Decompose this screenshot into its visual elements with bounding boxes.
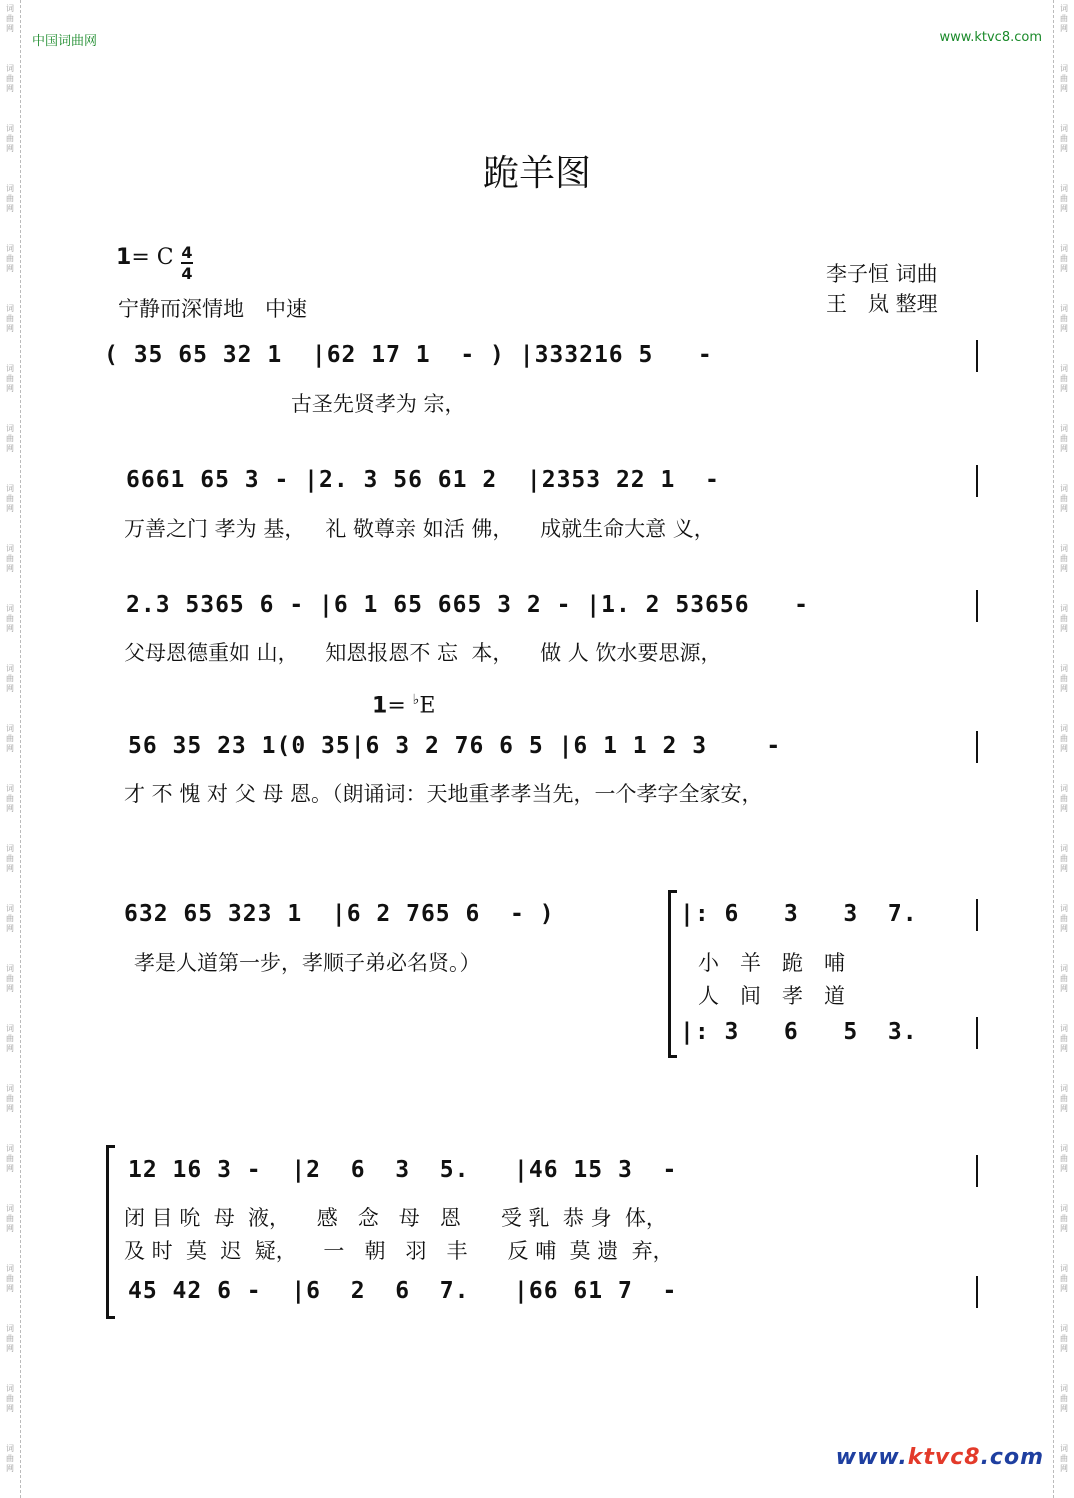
watermark-text: 词 曲 网 (6, 364, 14, 393)
lyric-row-5: 孝是人道第一步，孝顺子弟必名贤。） (134, 951, 481, 975)
notation-row-5-upper: |: 6 3 3 7. (680, 901, 918, 927)
right-watermark-strip (1053, 0, 1074, 1498)
watermark-text: 词 曲 网 (6, 724, 14, 753)
site-name-left[interactable]: 中国词曲网 (32, 34, 98, 49)
notation-row-4: 56 35 23 1(0 35|6 3 2 76 6 5 |6 1 1 2 3 - (128, 733, 782, 759)
lyric-row-1: 古圣先贤孝为 宗， (124, 392, 466, 416)
barline (976, 465, 978, 497)
watermark-text: 词 曲 网 (6, 1384, 14, 1413)
barline (976, 1017, 978, 1049)
watermark-text: 词 曲 网 (1060, 1324, 1068, 1353)
site-logo[interactable]: www.ktvc8.com (835, 1445, 1044, 1470)
arranger-credit: 王 岚 整理 (826, 292, 938, 316)
watermark-text: 词 曲 网 (6, 844, 14, 873)
barline (976, 590, 978, 622)
notation-row-1: ( 35 65 32 1 |62 17 1 - ) |333216 5 - (104, 342, 713, 368)
left-watermark-strip (0, 0, 21, 1498)
watermark-text: 词 曲 网 (1060, 1084, 1068, 1113)
watermark-text: 词 曲 网 (1060, 1444, 1068, 1473)
barline (976, 1155, 978, 1187)
barline (976, 1276, 978, 1308)
barline (976, 899, 978, 931)
watermark-text: 词 曲 网 (1060, 1204, 1068, 1233)
notation-row-5: 632 65 323 1 |6 2 765 6 - ) (124, 901, 555, 927)
lyric-row-5-verse-1: 小 羊 跪 哺 (698, 951, 845, 975)
notation-row-5-lower: |: 3 6 5 3. (680, 1019, 918, 1045)
watermark-text: 词 曲 网 (6, 664, 14, 693)
lyric-row-4: 才 不 愧 对 父 母 恩。（朗诵词：天地重孝孝当先，一个孝字全家安， (124, 782, 763, 806)
watermark-text: 词 曲 网 (1060, 364, 1068, 393)
notation-row-3: 2.3 5365 6 - |6 1 65 665 3 2 - |1. 2 53656 - (126, 592, 809, 618)
watermark-text: 词 曲 网 (6, 1084, 14, 1113)
watermark-text: 词 曲 网 (6, 1324, 14, 1353)
watermark-text: 词 曲 网 (6, 64, 14, 93)
lyric-row-6-verse-2: 及 时 莫 迟 疑， 一 朝 羽 丰 反 哺 莫 遗 弃， (124, 1239, 674, 1263)
watermark-text: 词 曲 网 (1060, 964, 1068, 993)
lyric-row-3: 父母恩德重如 山， 知恩报恩不 忘 本， 做 人 饮水要思源， (124, 641, 722, 665)
notation-row-6-upper: 12 16 3 - |2 6 3 5. |46 15 3 - (128, 1157, 678, 1183)
barline (976, 731, 978, 763)
watermark-text: 词 曲 网 (1060, 244, 1068, 273)
watermark-text: 词 曲 网 (6, 244, 14, 273)
watermark-text: 词 曲 网 (1060, 604, 1068, 633)
notation-row-6-lower: 45 42 6 - |6 2 6 7. |66 61 7 - (128, 1278, 678, 1304)
watermark-text: 词 曲 网 (6, 1264, 14, 1293)
watermark-text: 词 曲 网 (1060, 64, 1068, 93)
watermark-text: 词 曲 网 (1060, 724, 1068, 753)
key-change: 1= ♭E (372, 692, 436, 719)
watermark-text: 词 曲 网 (1060, 124, 1068, 153)
watermark-text: 词 曲 网 (1060, 1264, 1068, 1293)
watermark-text: 词 曲 网 (1060, 844, 1068, 873)
barline (976, 340, 978, 372)
watermark-text: 词 曲 网 (6, 1024, 14, 1053)
watermark-text: 词 曲 网 (6, 544, 14, 573)
watermark-text: 词 曲 网 (1060, 4, 1068, 33)
watermark-text: 词 曲 网 (1060, 304, 1068, 333)
watermark-text: 词 曲 网 (6, 184, 14, 213)
watermark-text: 词 曲 网 (6, 964, 14, 993)
watermark-text: 词 曲 网 (1060, 1144, 1068, 1173)
watermark-text: 词 曲 网 (1060, 664, 1068, 693)
watermark-text: 词 曲 网 (6, 904, 14, 933)
lyric-row-5-verse-2: 人 间 孝 道 (698, 984, 845, 1008)
watermark-text: 词 曲 网 (1060, 1384, 1068, 1413)
watermark-text: 词 曲 网 (6, 1144, 14, 1173)
system-bracket (106, 1145, 115, 1319)
watermark-text: 词 曲 网 (1060, 544, 1068, 573)
watermark-text: 词 曲 网 (6, 484, 14, 513)
watermark-text: 词 曲 网 (6, 1444, 14, 1473)
system-bracket (668, 890, 677, 1058)
watermark-text: 词 曲 网 (6, 124, 14, 153)
watermark-text: 词 曲 网 (1060, 424, 1068, 453)
watermark-text: 词 曲 网 (6, 424, 14, 453)
watermark-text: 词 曲 网 (6, 304, 14, 333)
watermark-text: 词 曲 网 (6, 4, 14, 33)
lyric-row-6-verse-1: 闭 目 吮 母 液， 感 念 母 恩 受 乳 恭 身 体， (124, 1206, 667, 1230)
watermark-text: 词 曲 网 (6, 784, 14, 813)
tempo-marking: 宁静而深情地 中速 (118, 297, 307, 321)
composer-credit: 李子恒 词曲 (826, 262, 938, 286)
notation-row-2: 6661 65 3 - |2. 3 56 61 2 |2353 22 1 - (126, 467, 720, 493)
watermark-text: 词 曲 网 (1060, 484, 1068, 513)
song-title: 跪羊图 (482, 153, 591, 194)
site-url-right[interactable]: www.ktvc8.com (939, 30, 1042, 45)
watermark-text: 词 曲 网 (1060, 1024, 1068, 1053)
lyric-row-2: 万善之门 孝为 基， 礼 敬尊亲 如活 佛， 成就生命大意 义， (124, 517, 715, 541)
watermark-text: 词 曲 网 (1060, 904, 1068, 933)
watermark-text: 词 曲 网 (6, 1204, 14, 1233)
watermark-text: 词 曲 网 (1060, 184, 1068, 213)
watermark-text: 词 曲 网 (1060, 784, 1068, 813)
key-signature: 1= C (116, 245, 174, 270)
time-signature: 4 4 (181, 243, 193, 283)
watermark-text: 词 曲 网 (6, 604, 14, 633)
